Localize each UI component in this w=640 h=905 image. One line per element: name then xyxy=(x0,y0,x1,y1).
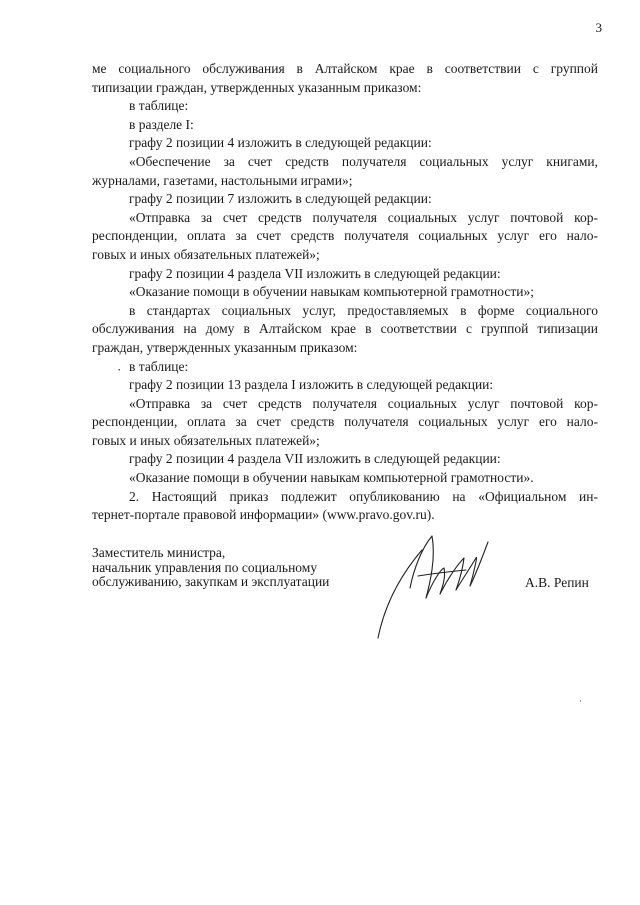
signatory-title-line: обслуживанию, закупкам и эксплуатации xyxy=(92,574,330,589)
body-line: журналами, газетами, настольными играми»; xyxy=(92,172,353,188)
signatory-title-line: начальник управления по социальному xyxy=(92,559,318,575)
body-line: графу 2 позиции 4 раздела VII изложить в следующей редакции: xyxy=(129,265,501,281)
body-line: обслуживания на дому в Алтайском крае в соответствии с группой типизации xyxy=(92,321,598,337)
body-line: «Отправка за счет средств получателя социальных услуг почтовой кор- xyxy=(129,395,598,411)
body-line: в разделе I: xyxy=(129,116,194,132)
body-line: ме социального обслуживания в Алтайском крае в соответствии с группой xyxy=(92,61,598,76)
body-line: респонденции, оплата за счет средств получателя социальных услуг его нало- xyxy=(92,414,598,430)
body-line: говых и иных обязательных платежей»; xyxy=(92,246,320,262)
body-line: «Обеспечение за счет средств получателя социальных услуг книгами, xyxy=(129,153,598,169)
body-line: «Отправка за счет средств получателя социальных услуг почтовой кор- xyxy=(129,209,598,225)
body-line: графу 2 позиции 7 изложить в следующей редакции: xyxy=(129,191,432,207)
scan-speck xyxy=(580,700,581,702)
document-body xyxy=(92,60,598,525)
body-line: графу 2 позиции 13 раздела I изложить в следующей редакции: xyxy=(129,377,494,393)
signatory-title xyxy=(92,546,329,590)
page-number: 3 xyxy=(595,20,602,35)
body-line: тернет-портале правовой информации» (www.pravo.gov.ru). xyxy=(92,507,435,523)
body-line: говых и иных обязательных платежей»; xyxy=(92,432,320,448)
signatory-name: А.В. Репин xyxy=(525,575,589,590)
body-line: в стандартах социальных услуг, предоставляемых в форме социального xyxy=(129,302,598,318)
body-line: граждан, утвержденных указанным приказом: xyxy=(92,339,358,355)
body-line: типизации граждан, утвержденных указанным приказом: xyxy=(92,79,422,95)
body-line: респонденции, оплата за счет средств получателя социальных услуг его нало- xyxy=(92,228,598,244)
body-line: в таблице: xyxy=(129,358,189,374)
body-line: графу 2 позиции 4 изложить в следующей редакции: xyxy=(129,135,432,151)
body-line: графу 2 позиции 4 раздела VII изложить в следующей редакции: xyxy=(129,451,501,467)
body-line: 2. Настоящий приказ подлежит опубликованию на «Официальном ин- xyxy=(129,488,598,504)
body-line: «Оказание помощи в обучении навыкам компьютерной грамотности». xyxy=(129,470,534,486)
handwritten-signature xyxy=(370,528,500,643)
stray-mark: · xyxy=(117,362,122,377)
body-line: «Оказание помощи в обучении навыкам компьютерной грамотности»; xyxy=(129,284,534,300)
body-line: в таблице: xyxy=(129,98,189,114)
signatory-title-line: Заместитель министра, xyxy=(92,545,226,560)
